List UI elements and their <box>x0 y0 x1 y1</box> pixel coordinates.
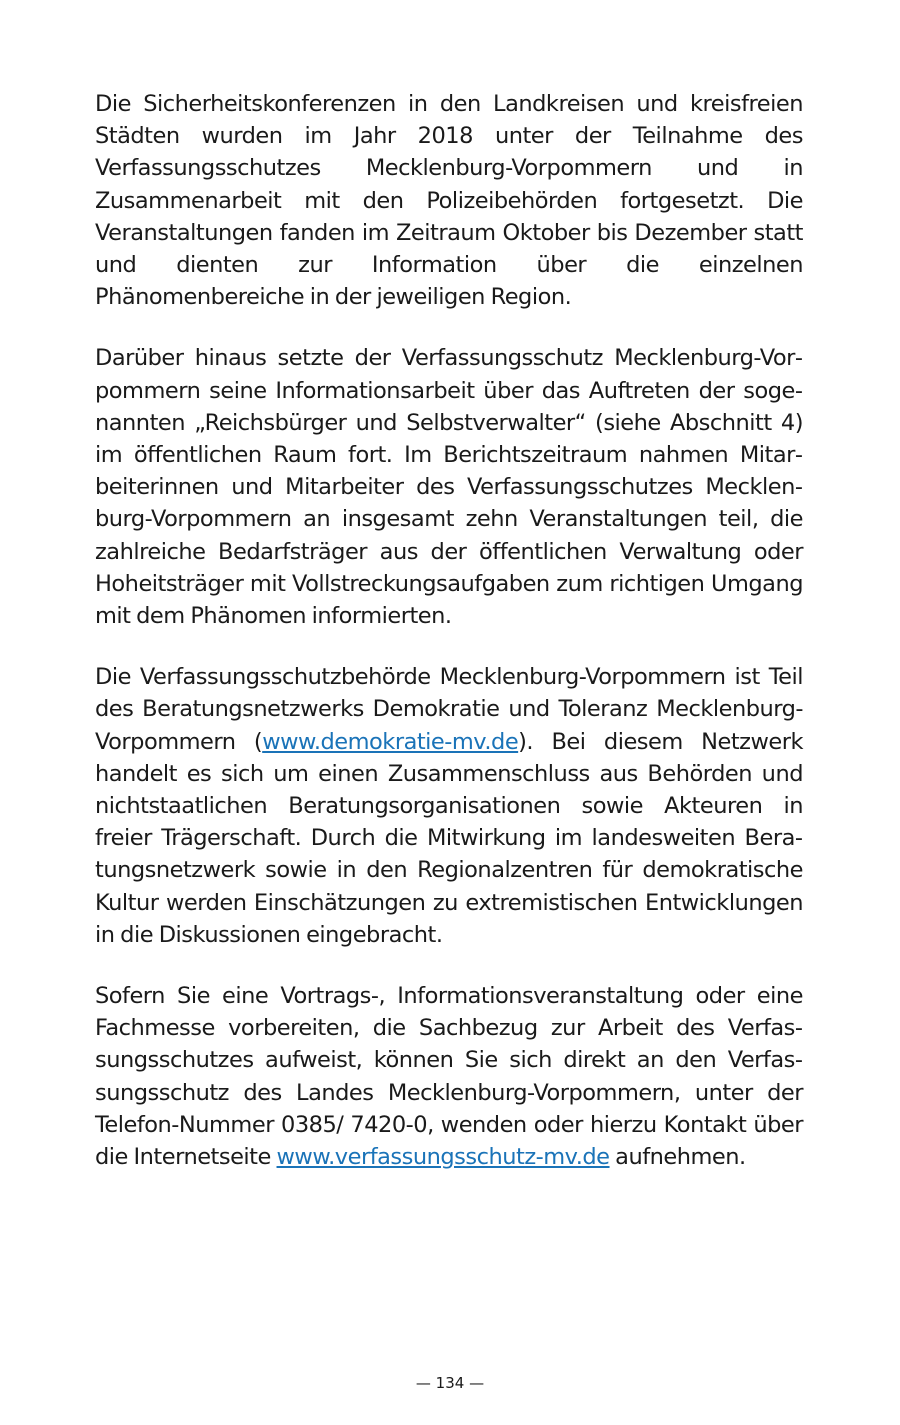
paragraph-democracy-network <box>95 661 803 951</box>
paragraph-text-after-link: ). Bei diesem Netzwerk handelt es sich um einen Zusammenschluss aus Behörden und nichtstaatlichen Beratungsorganisationen sowie Akteuren in freier Trägerschaft. Durch die Mitwirkung im landesweiten Beratungsnetzwerk sowie in den Regionalzentren für demokratische Kultur werden Einschätzungen zu extremistischen Entwicklungen in die Diskussionen eingebracht. <box>95 728 804 948</box>
verfassungsschutz-mv-link[interactable]: www.verfassungsschutz-mv.de <box>276 1144 610 1171</box>
page-number: — 134 — <box>415 1374 485 1392</box>
paragraph-reichsbuerger-information: Darüber hinaus setzte der Verfassungsschutz Mecklenburg-Vorpommern seine Informationsarbeit über das Auftreten der sogenannten „Reichsbürger und Selbstverwalter“ (siehe Abschnitt 4) im öffentlichen Raum fort. Im Berichtszeitraum nahmen Mitarbeiterinnen und Mitarbeiter des Verfassungsschutzes Mecklenburg-Vorpommern an insgesamt zehn Veranstaltungen teil, die zahlreiche Bedarfsträger aus der öffentlichen Verwaltung oder Hoheitsträger mit Vollstreckungsaufgaben zum richtigen Umgang mit dem Phänomen informierten. <box>95 345 803 630</box>
paragraph-text-before-link: Sofern Sie eine Vortrags-, Informationsveranstaltung oder eine Fachmesse vorbereiten, die Sachbezug zur Arbeit des Verfassungsschutzes aufweist, können Sie sich direkt an den Verfassungsschutz des Landes Mecklenburg-Vorpommern, unter der Telefon-Nummer 0385/ 7420-0, wenden oder hierzu Kontakt über die Internetseite <box>95 983 803 1171</box>
paragraph-contact-information <box>95 980 803 1173</box>
democracy-mv-link[interactable]: www.demokratie-mv.de <box>262 728 519 755</box>
paragraph-text-before-link: Die Verfassungsschutzbehörde Mecklenburg-Vorpommern ist Teil des Beratungsnetzwerks Demokratie und Toleranz Mecklenburg-Vorpommern ( <box>95 664 803 755</box>
paragraph-security-conferences: Die Sicherheitskonferenzen in den Landkreisen und kreisfreien Städten wurden im Jahr 2018 unter der Teilnahme des Verfassungsschutzes Mecklenburg-Vorpommern und in Zusammenarbeit mit den Polizeibehörden fortgesetzt. Die Veranstaltungen fanden im Zeitraum Oktober bis Dezember statt und dienten zur Information über die einzelnen Phänomenbereiche in der jeweiligen Region. <box>95 91 803 311</box>
page-content <box>95 88 803 1202</box>
paragraph-text-after-link: aufnehmen. <box>609 1144 746 1171</box>
